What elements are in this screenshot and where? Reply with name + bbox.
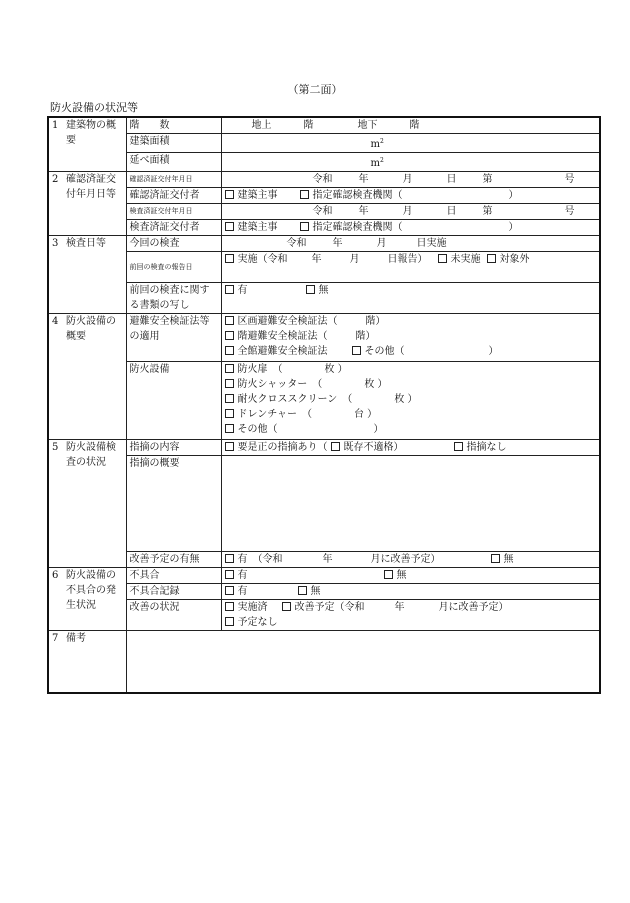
planned-checkbox[interactable] bbox=[282, 602, 291, 611]
floor-evacuation-checkbox[interactable] bbox=[225, 331, 234, 340]
previous-documents-value[interactable]: 有 無 bbox=[221, 283, 600, 314]
inspection-cert-issuer-value[interactable]: 建築主事 指定確認検査機関（ ） bbox=[221, 220, 600, 236]
current-inspection-value[interactable]: 令和 年 月 日実施 bbox=[221, 236, 600, 252]
finding-summary-label: 指摘の概要 bbox=[126, 456, 221, 552]
done-checkbox[interactable] bbox=[225, 602, 234, 611]
agency-checkbox[interactable] bbox=[300, 190, 309, 199]
previous-report-date-value[interactable]: 実施（令和 年 月 日報告） 未実施 対象外 bbox=[221, 252, 600, 283]
finding-summary-value[interactable] bbox=[221, 456, 600, 552]
floors-label: 階 数 bbox=[126, 117, 221, 134]
section-3-header: 3 検査日等 bbox=[48, 236, 126, 314]
section-1-header: 1 建築物の概要 bbox=[48, 117, 126, 172]
confirmation-date-value[interactable]: 令和 年 月 日 第 号 bbox=[221, 172, 600, 188]
inspection-cert-date-value[interactable]: 令和 年 月 日 第 号 bbox=[221, 204, 600, 220]
improvement-status-label: 改善の状況 bbox=[126, 600, 221, 631]
needs-correction-checkbox[interactable] bbox=[225, 442, 234, 451]
agency-checkbox[interactable] bbox=[300, 222, 309, 231]
whole-building-evacuation-checkbox[interactable] bbox=[225, 346, 234, 355]
confirmation-issuer-label: 確認済証交付者 bbox=[126, 188, 221, 204]
confirmation-date-label: 確認済証交付年月日 bbox=[126, 172, 221, 188]
other-equipment-checkbox[interactable] bbox=[225, 424, 234, 433]
page-title: （第二面） bbox=[287, 83, 343, 96]
builder-checkbox[interactable] bbox=[225, 222, 234, 231]
no-finding-checkbox[interactable] bbox=[454, 442, 463, 451]
implemented-checkbox[interactable] bbox=[225, 254, 234, 263]
section-4-header: 4 防火設備の概要 bbox=[48, 314, 126, 440]
section-2-header: 2 確認済証交付年月日等 bbox=[48, 172, 126, 236]
improvement-plan-value[interactable]: 有 （令和 年 月に改善予定） 無 bbox=[221, 552, 600, 568]
area-evacuation-checkbox[interactable] bbox=[225, 316, 234, 325]
not-implemented-checkbox[interactable] bbox=[438, 254, 447, 263]
inspection-cert-date-label: 検査済証交付年月日 bbox=[126, 204, 221, 220]
not-planned-checkbox[interactable] bbox=[225, 617, 234, 626]
section-6-header: 6 防火設備の不具合の発生状況 bbox=[48, 568, 126, 631]
fire-shutter-checkbox[interactable] bbox=[225, 379, 234, 388]
section-7-header: 7 備考 bbox=[48, 631, 126, 693]
section-5-header: 5 防火設備検査の状況 bbox=[48, 440, 126, 568]
defect-value[interactable]: 有 無 bbox=[221, 568, 600, 584]
defect-yes-checkbox[interactable] bbox=[225, 570, 234, 579]
building-area-value[interactable]: $m^2$ bbox=[221, 134, 600, 153]
other-method-checkbox[interactable] bbox=[352, 346, 361, 355]
defect-record-label: 不具合記録 bbox=[126, 584, 221, 600]
fireproof-cloth-screen-checkbox[interactable] bbox=[225, 394, 234, 403]
defect-label: 不具合 bbox=[126, 568, 221, 584]
confirmation-issuer-value[interactable]: 建築主事 指定確認検査機関（ ） bbox=[221, 188, 600, 204]
plan-no-checkbox[interactable] bbox=[491, 554, 500, 563]
fire-equipment-value[interactable]: 防火扉 （ 枚 ） 防火シャッター （ 枚 ） 耐火クロススクリーン （ 枚 ） ドレンチャー （ 台 ） その他（ ） bbox=[221, 362, 600, 440]
defect-record-value[interactable]: 有 無 bbox=[221, 584, 600, 600]
previous-report-date-label: 前回の検査の報告日 bbox=[126, 252, 221, 283]
no-checkbox[interactable] bbox=[306, 285, 315, 294]
existing-nonconforming-checkbox[interactable] bbox=[331, 442, 340, 451]
building-area-label: 建築面積 bbox=[126, 134, 221, 153]
evacuation-method-value[interactable]: 区画避難安全検証法（ 階） 階避難安全検証法（ 階） 全館避難安全検証法 その他（ ） bbox=[221, 314, 600, 362]
yes-checkbox[interactable] bbox=[225, 285, 234, 294]
not-applicable-checkbox[interactable] bbox=[487, 254, 496, 263]
improvement-plan-label: 改善予定の有無 bbox=[126, 552, 221, 568]
fire-door-checkbox[interactable] bbox=[225, 364, 234, 373]
document-heading: 防火設備の状況等 bbox=[50, 101, 138, 114]
plan-yes-checkbox[interactable] bbox=[225, 554, 234, 563]
previous-documents-label: 前回の検査に関する書類の写し bbox=[126, 283, 221, 314]
defect-no-checkbox[interactable] bbox=[384, 570, 393, 579]
builder-checkbox[interactable] bbox=[225, 190, 234, 199]
total-floor-area-label: 延べ面積 bbox=[126, 153, 221, 172]
finding-content-label: 指摘の内容 bbox=[126, 440, 221, 456]
fire-equipment-status-form bbox=[47, 116, 601, 694]
current-inspection-label: 今回の検査 bbox=[126, 236, 221, 252]
finding-content-value[interactable]: 要是正の指摘あり（ 既存不適格） 指摘なし bbox=[221, 440, 600, 456]
floors-value[interactable]: 地上 階 地下 階 bbox=[221, 117, 600, 134]
remarks-value[interactable] bbox=[126, 631, 600, 693]
inspection-cert-issuer-label: 検査済証交付者 bbox=[126, 220, 221, 236]
fire-equipment-label: 防火設備 bbox=[126, 362, 221, 440]
improvement-status-value[interactable]: 実施済 改善予定（令和 年 月に改善予定） 予定なし bbox=[221, 600, 600, 631]
drencher-checkbox[interactable] bbox=[225, 409, 234, 418]
record-yes-checkbox[interactable] bbox=[225, 586, 234, 595]
total-floor-area-value[interactable]: $m^2$ bbox=[221, 153, 600, 172]
evacuation-method-label: 避難安全検証法等の適用 bbox=[126, 314, 221, 362]
record-no-checkbox[interactable] bbox=[298, 586, 307, 595]
